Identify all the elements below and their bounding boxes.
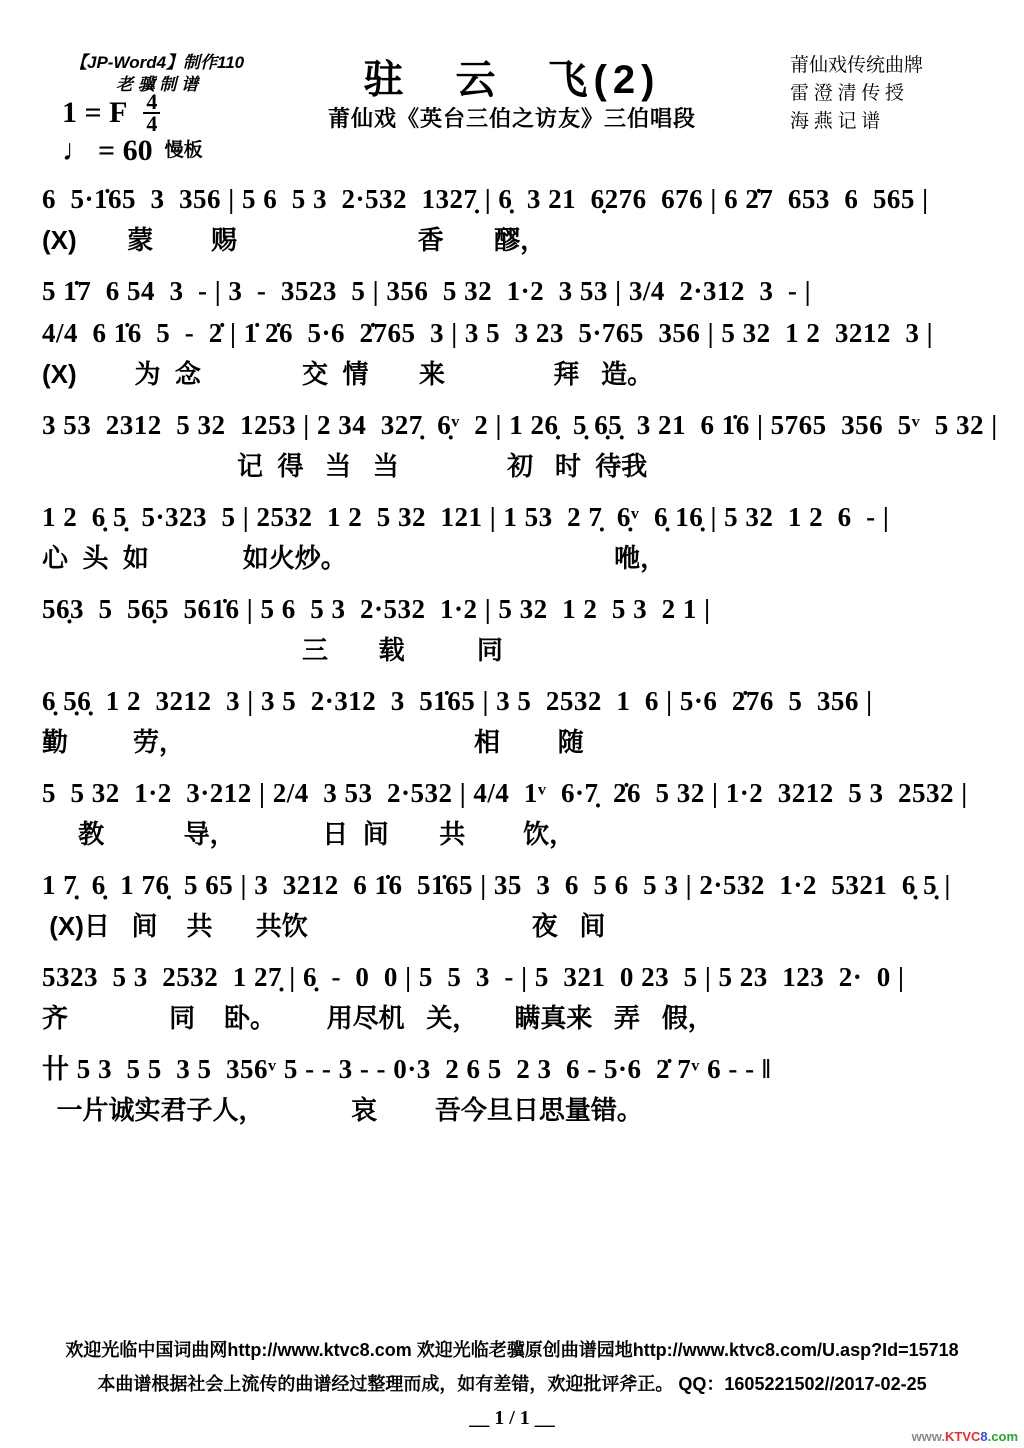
footer-site-line: 欢迎光临中国词曲网http://www.ktvc8.com 欢迎光临老骥原创曲谱园地http://www.ktvc8.com/U.asp?Id=15718 bbox=[65, 1340, 959, 1360]
score-line-8 bbox=[42, 772, 982, 852]
credits-block bbox=[790, 52, 958, 136]
score-line-2 bbox=[42, 270, 982, 312]
page-subtitle: 莆仙戏《英台三伯之访友》三伯唱段 bbox=[327, 106, 696, 131]
maker-line2: 老 骥 制 谱 bbox=[115, 75, 199, 94]
lyrics-line: 齐 同 卧。 用尽机 关， 瞒真来 弄 假， bbox=[42, 1003, 714, 1033]
notation-line: 4/4 6 1̇6 5 - 2̇ | 1̇ 2̇6 5·6 2̇765 3 | 3 5 3 23 5·765 356 | 5 32 1 2 3212 3 | bbox=[42, 318, 934, 348]
time-signature-top: 4 bbox=[146, 89, 158, 114]
watermark-brand: KTVC bbox=[945, 1429, 981, 1444]
notation-line: 3 53 2312 5 32 1253 | 2 34 327̣ 6̣ᵛ 2 | 1 26̣ 5̣ 6̣5̣ 3 21 6 1̇6 | 5765 356 5ᵛ 5 32 | bbox=[42, 410, 998, 440]
notation-line: 6 5·1̇65 3 356 | 5 6 5 3 2·532 1327̣ | 6̣ 3 21 6̣276 676 | 6 2̇7 653 6 565 | bbox=[42, 184, 929, 214]
watermark-8: 8 bbox=[980, 1429, 988, 1444]
score-line-1 bbox=[42, 178, 982, 258]
maker-line1: 【JP-Word4】制作110 bbox=[70, 53, 245, 72]
watermark-www: www. bbox=[911, 1429, 946, 1444]
score-line-4 bbox=[42, 404, 998, 484]
footer-note-line: 本曲谱根据社会上流传的曲谱经过整理而成，如有差错，欢迎批评斧正。 QQ：1605221502//2017-02-25 bbox=[97, 1374, 927, 1394]
score-line-9 bbox=[42, 864, 982, 944]
site-watermark bbox=[912, 1429, 1018, 1444]
credit-transcriber: 海 燕 记 谱 bbox=[790, 111, 881, 132]
score-line-5 bbox=[42, 496, 982, 576]
score-line-3 bbox=[42, 312, 982, 392]
notation-line: 56̣3 5 56̣5 561̇6 | 5 6 5 3 2·532 1·2 | 5 32 1 2 5 3 2 1 | bbox=[42, 594, 711, 624]
watermark-com: .com bbox=[987, 1429, 1018, 1444]
score-line-6 bbox=[42, 588, 982, 668]
lyrics-line: (X)日 间 共 共饮 夜 间 bbox=[42, 911, 606, 941]
notation-line: 5 1̇7 6 54 3 - | 3 - 3523 5 | 356 5 32 1·2 3 53 | 3/4 2·312 3 - | bbox=[42, 276, 812, 306]
lyrics-line: 教 导， 日 间 共 饮， bbox=[42, 819, 576, 849]
quarter-note-icon: ♩ bbox=[62, 134, 92, 167]
notation-line: 5323 5 3 2532 1 27̣ | 6̣ - 0 0 | 5 5 3 - | 5 321 0 23 5 | 5 23 123 2· 0 | bbox=[42, 962, 905, 992]
score-line-11 bbox=[42, 1048, 982, 1128]
credit-tradition: 莆仙戏传统曲牌 bbox=[790, 55, 924, 76]
page-number: __ 1 / 1 __ bbox=[469, 1407, 555, 1429]
lyrics-line: 一片诚实君子人， 哀 吾今旦日思量错。 bbox=[42, 1095, 643, 1125]
score-body bbox=[42, 178, 998, 1140]
notation-line: 5 5 32 1·2 3·212 | 2/4 3 53 2·532 | 4/4 1ᵛ 6·7̣ 2̇6 5 32 | 1·2 3212 5 3 2532 | bbox=[42, 778, 968, 808]
lyrics-line: (X) 蒙 赐 香 醪， bbox=[42, 225, 547, 255]
tempo-style-label: 慢板 bbox=[164, 140, 203, 161]
footer bbox=[0, 1333, 1024, 1430]
time-signature-bottom: 4 bbox=[143, 112, 160, 134]
notation-line: 1 2 6̣ 5̣ 5·323 5 | 2532 1 2 5 32 121 | 1 53 2 7̣ 6̣ᵛ 6̣ 16̣ | 5 32 1 2 6 - | bbox=[42, 502, 890, 532]
lyrics-line: 勤 劳， 相 随 bbox=[42, 727, 584, 757]
lyrics-line: 记 得 当 当 初 时 待我 bbox=[42, 451, 648, 481]
tempo-value: = 60 bbox=[98, 134, 153, 167]
score-line-7 bbox=[42, 680, 982, 760]
lyrics-line: 心 头 如 如火炒。 咃， bbox=[42, 543, 667, 573]
lyrics-line: (X) 为 念 交 情 来 拜 造。 bbox=[42, 359, 654, 389]
credit-teacher: 雷 澄 清 传 授 bbox=[790, 83, 905, 104]
lyrics-line: 三 载 同 bbox=[42, 635, 503, 665]
notation-line: 1 7̣ 6̣ 1 76̣ 5 65 | 3 3212 6 1̇6 51̇65 | 35 3 6 5 6 5 3 | 2·532 1·2 5321 6̣ 5̣ | bbox=[42, 870, 951, 900]
notation-line: 6̣ 5̣6̣ 1 2 3212 3 | 3 5 2·312 3 51̇65 | 3 5 2532 1 6 | 5·6 2̇76 5 356 | bbox=[42, 686, 873, 716]
score-line-10 bbox=[42, 956, 982, 1036]
page-title: 驻 云 飞(2) bbox=[363, 58, 661, 102]
tempo-marking bbox=[62, 134, 203, 168]
notation-line: 卄 5 3 5 5 3 5 356ᵛ 5 - - 3 - - 0·3 2 6 5 2 3 6 - 5·6 2̇ 7ᵛ 6 - - ‖ bbox=[42, 1054, 772, 1084]
key-label: 1 = F bbox=[62, 96, 128, 129]
